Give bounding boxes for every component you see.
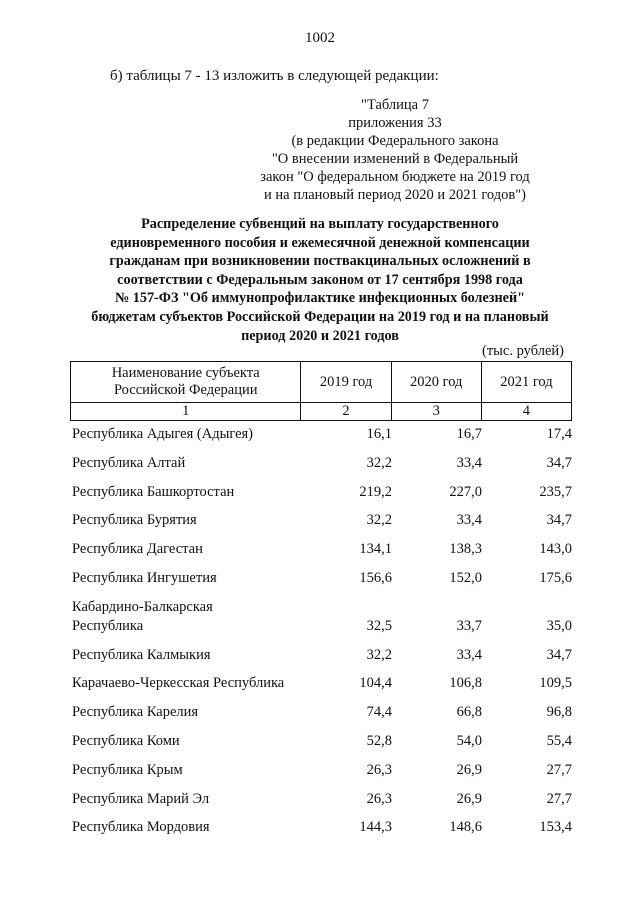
value-2020: 106,8 bbox=[449, 675, 482, 692]
table-row bbox=[72, 730, 572, 751]
region-name: Республика Адыгея (Адыгея) bbox=[72, 426, 254, 442]
table-row bbox=[72, 759, 572, 780]
column-number: 2 bbox=[301, 403, 391, 421]
value-2019: 219,2 bbox=[359, 483, 392, 500]
value-2020: 227,0 bbox=[449, 483, 482, 500]
table-row bbox=[72, 596, 572, 636]
value-2021: 153,4 bbox=[539, 819, 572, 836]
region-name: Республика Карелия bbox=[72, 704, 199, 721]
note-line: "Таблица 7 bbox=[361, 97, 429, 113]
value-2020: 66,8 bbox=[456, 704, 482, 721]
note-line: закон "О федеральном бюджете на 2019 год bbox=[260, 169, 530, 185]
value-2021: 235,7 bbox=[539, 483, 572, 500]
value-2021: 109,5 bbox=[539, 675, 572, 692]
table-row bbox=[72, 816, 572, 837]
value-2019: 134,1 bbox=[359, 541, 392, 558]
value-2021: 17,4 bbox=[546, 426, 572, 442]
value-2021: 34,7 bbox=[546, 646, 572, 663]
value-2020: 33,4 bbox=[456, 454, 482, 471]
value-2019: 32,2 bbox=[366, 512, 392, 529]
note-line: "О внесении изменений в Федеральный bbox=[271, 151, 519, 167]
region-name: Кабардино-Балкарская Республика bbox=[72, 598, 213, 634]
region-name: Республика Дагестан bbox=[72, 541, 203, 558]
page-number: 1002 bbox=[305, 30, 335, 46]
table-row bbox=[72, 672, 572, 693]
title-line: № 157-ФЗ "Об иммунопрофилактике инфекционных болезней" bbox=[114, 290, 526, 307]
value-2021: 175,6 bbox=[539, 569, 572, 586]
value-2020: 33,7 bbox=[456, 617, 482, 634]
region-name: Республика Бурятия bbox=[72, 512, 197, 529]
value-2020: 54,0 bbox=[456, 732, 482, 749]
table-reference-note bbox=[235, 96, 555, 204]
value-2019: 74,4 bbox=[366, 704, 392, 721]
document-title bbox=[70, 215, 570, 345]
value-2019: 26,3 bbox=[366, 790, 392, 807]
title-line: Распределение субвенций на выплату государственного bbox=[141, 216, 499, 232]
region-name: Республика Коми bbox=[72, 732, 180, 749]
table-row bbox=[72, 423, 572, 444]
value-2020: 16,7 bbox=[456, 426, 482, 442]
value-2020: 33,4 bbox=[456, 646, 482, 663]
value-2021: 35,0 bbox=[546, 617, 572, 634]
title-line: соответствии с Федеральным законом от 17 сентября 1998 года bbox=[117, 271, 523, 288]
value-2019: 52,8 bbox=[366, 732, 392, 749]
value-2019: 32,5 bbox=[366, 617, 392, 634]
note-line: приложения 33 bbox=[348, 115, 442, 131]
unit-label: (тыс. рублей) bbox=[482, 343, 564, 359]
table-body bbox=[72, 423, 572, 845]
region-name: Республика Крым bbox=[72, 761, 183, 778]
value-2021: 27,7 bbox=[546, 790, 572, 807]
value-2020: 148,6 bbox=[449, 819, 482, 836]
table-row bbox=[72, 567, 572, 588]
value-2020: 26,9 bbox=[456, 790, 482, 807]
value-2021: 96,8 bbox=[546, 704, 572, 721]
region-name: Республика Алтай bbox=[72, 454, 186, 471]
table-row bbox=[72, 788, 572, 809]
value-2020: 138,3 bbox=[449, 541, 482, 558]
value-2021: 143,0 bbox=[539, 541, 572, 558]
region-name: Республика Марий Эл bbox=[72, 790, 210, 807]
table-row bbox=[72, 701, 572, 722]
value-2019: 144,3 bbox=[359, 819, 392, 836]
region-name: Республика Ингушетия bbox=[72, 569, 217, 586]
column-number: 1 bbox=[71, 403, 301, 421]
value-2020: 33,4 bbox=[456, 512, 482, 529]
table-row bbox=[72, 509, 572, 530]
title-line: гражданам при возникновении поствакцинальных осложнений в bbox=[109, 253, 531, 270]
header-region-name: Наименование субъекта Российской Федерации bbox=[71, 362, 301, 403]
intro-text: б) таблицы 7 - 13 изложить в следующей редакции: bbox=[110, 68, 439, 84]
value-2021: 34,7 bbox=[546, 454, 572, 471]
value-2019: 26,3 bbox=[366, 761, 392, 778]
value-2021: 27,7 bbox=[546, 761, 572, 778]
region-name: Республика Калмыкия bbox=[72, 646, 211, 663]
value-2019: 16,1 bbox=[366, 426, 392, 442]
table-header bbox=[70, 361, 572, 421]
column-number: 4 bbox=[481, 403, 571, 421]
column-number: 3 bbox=[391, 403, 481, 421]
title-line: период 2020 и 2021 годов bbox=[241, 327, 399, 344]
note-line: и на плановый период 2020 и 2021 годов") bbox=[264, 187, 526, 203]
title-line: единовременного пособия и ежемесячной денежной компенсации bbox=[110, 234, 530, 251]
value-2019: 104,4 bbox=[359, 675, 392, 692]
table-row bbox=[72, 538, 572, 559]
value-2019: 32,2 bbox=[366, 454, 392, 471]
value-2020: 26,9 bbox=[456, 761, 482, 778]
region-name: Республика Башкортостан bbox=[72, 483, 235, 500]
header-2019: 2019 год bbox=[301, 362, 391, 403]
value-2019: 32,2 bbox=[366, 646, 392, 663]
table-row bbox=[72, 644, 572, 665]
header-2021: 2021 год bbox=[481, 362, 571, 403]
value-2020: 152,0 bbox=[449, 569, 482, 586]
table-row bbox=[72, 481, 572, 502]
value-2021: 55,4 bbox=[546, 732, 572, 749]
region-name: Карачаево-Черкесская Республика bbox=[72, 675, 285, 692]
note-line: (в редакции Федерального закона bbox=[291, 133, 499, 149]
region-name: Республика Мордовия bbox=[72, 819, 210, 836]
title-line: бюджетам субъектов Российской Федерации на 2019 год и на плановый bbox=[91, 308, 549, 325]
header-2020: 2020 год bbox=[391, 362, 481, 403]
value-2021: 34,7 bbox=[546, 512, 572, 529]
table-row bbox=[72, 452, 572, 473]
value-2019: 156,6 bbox=[359, 569, 392, 586]
